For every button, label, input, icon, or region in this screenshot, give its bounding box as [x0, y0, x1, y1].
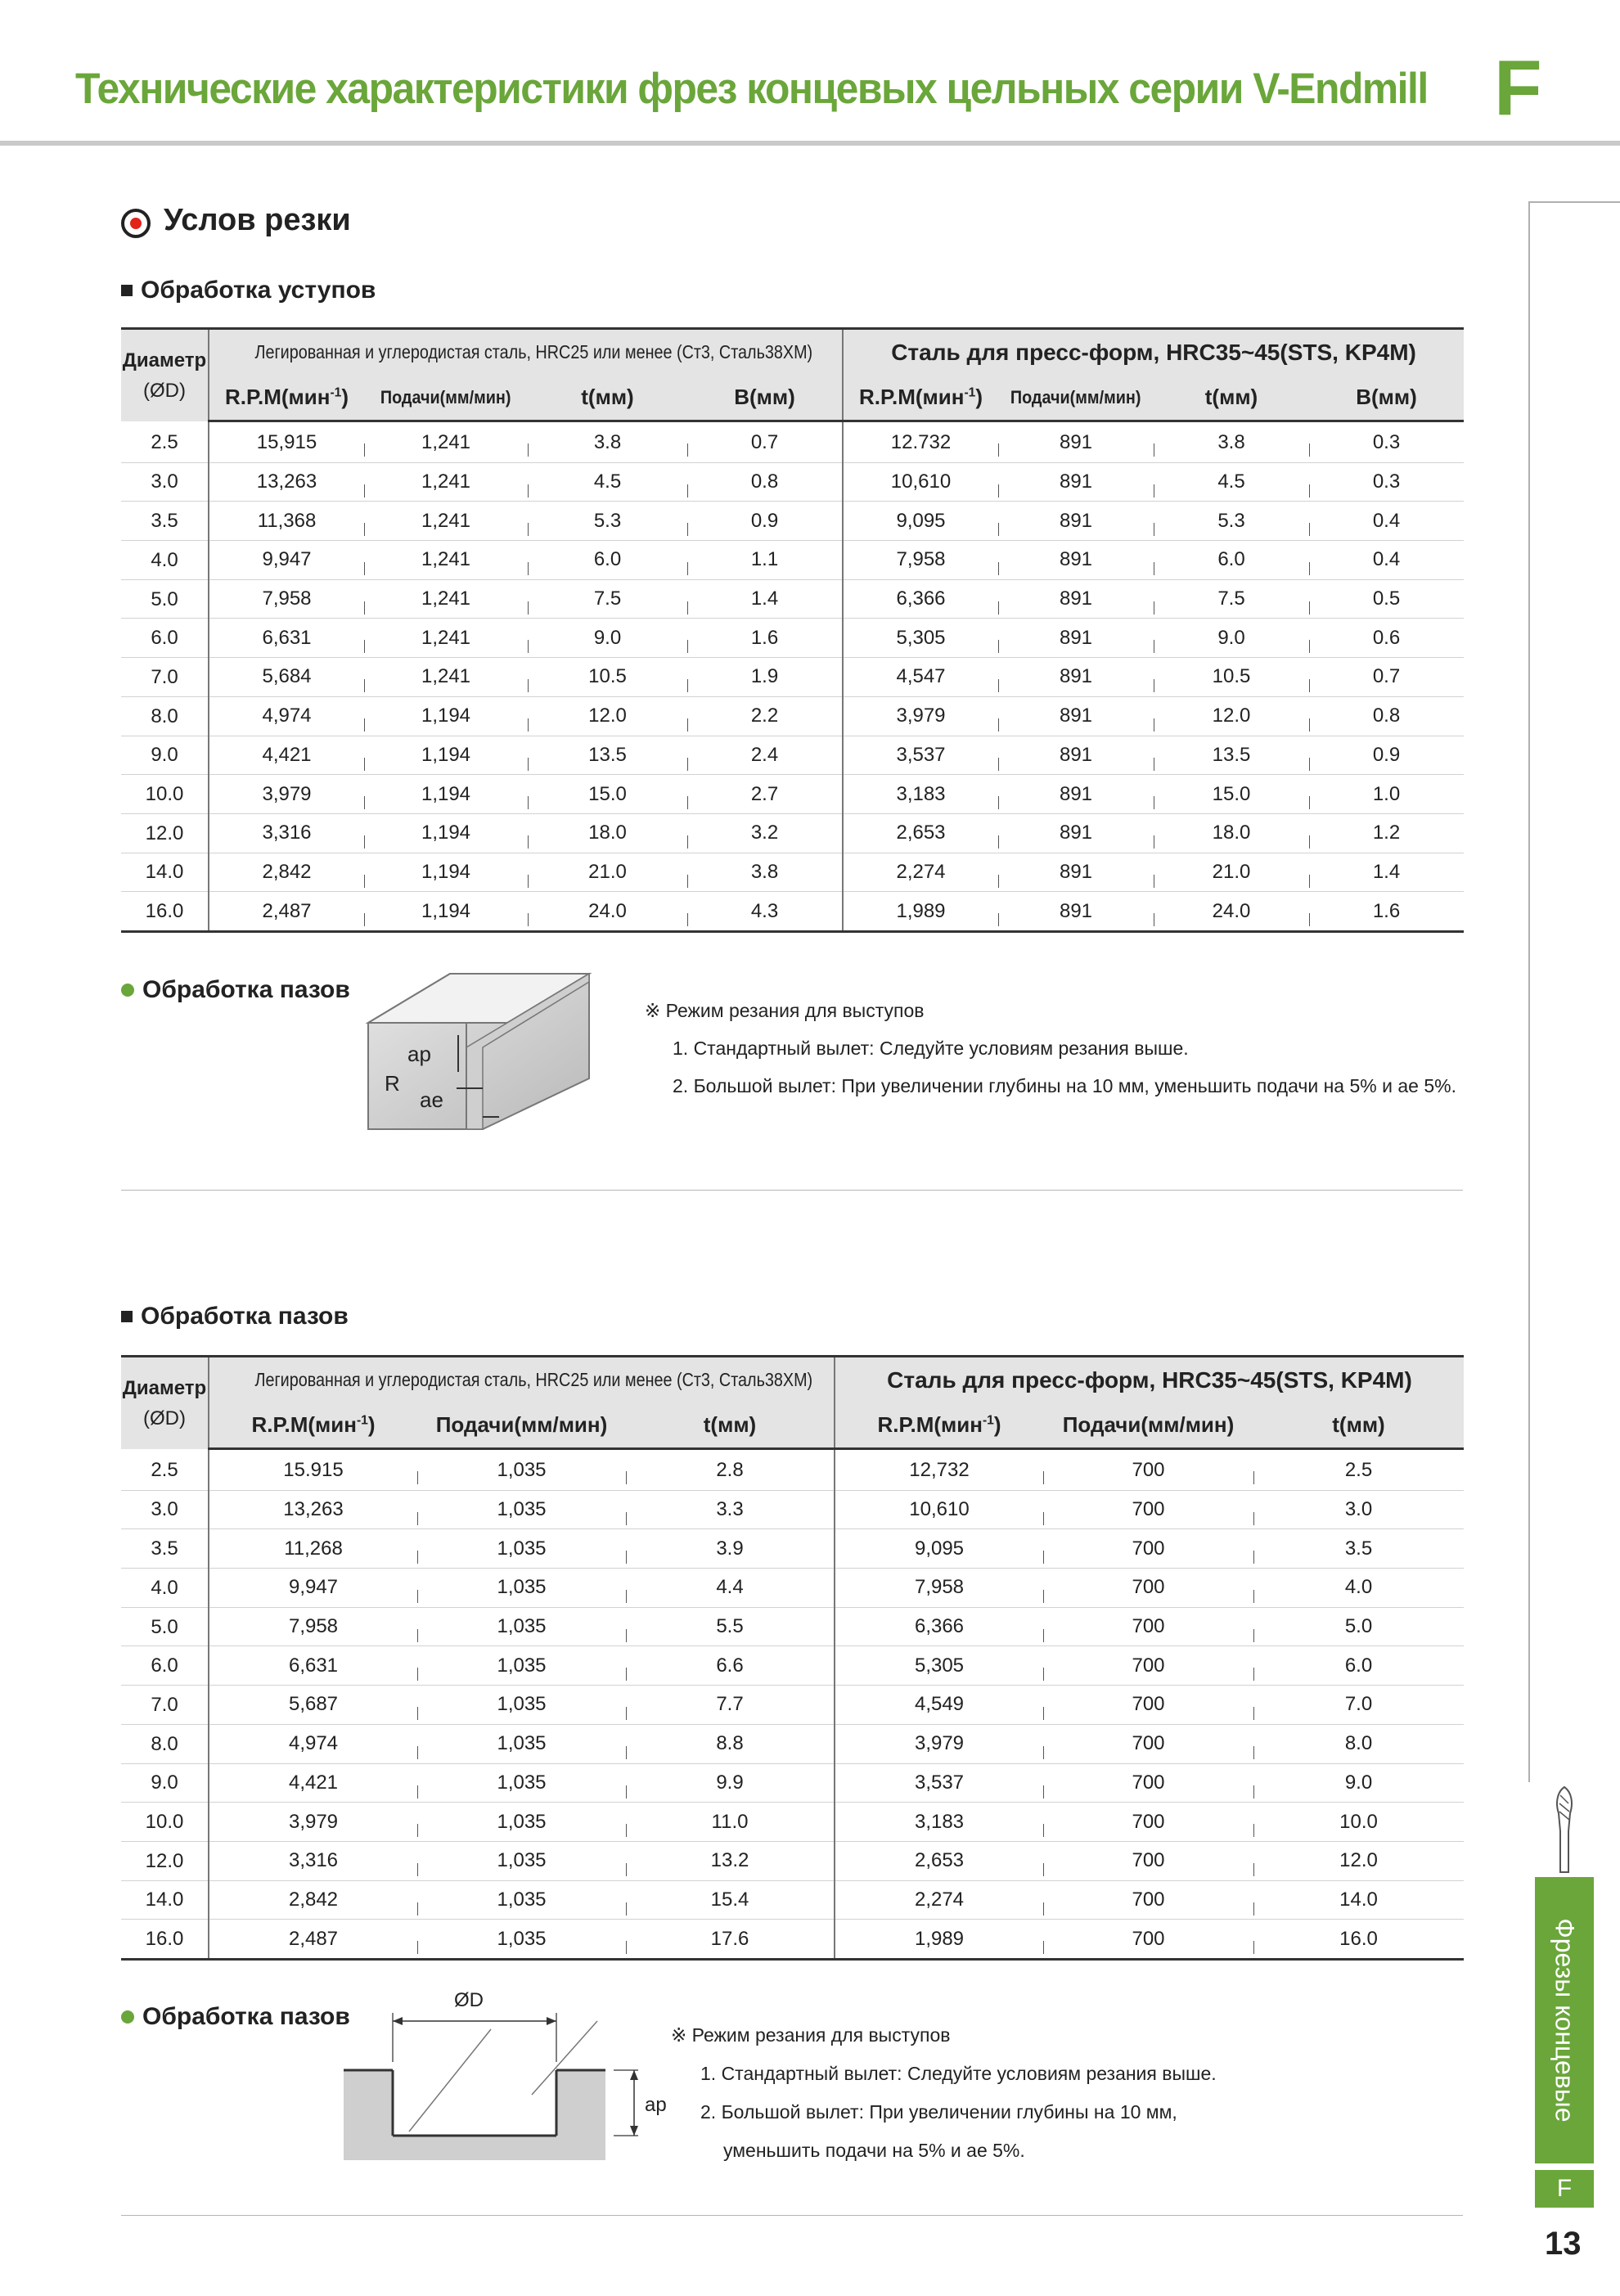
diameter-cell: 3.0	[121, 1490, 209, 1529]
table-cell: 891	[998, 462, 1154, 502]
table-cell: 21.0	[1154, 853, 1309, 892]
table-cell: 6,366	[835, 1607, 1043, 1646]
table-cell: 4,421	[209, 1763, 417, 1803]
table-cell: 8.0	[1253, 1724, 1464, 1763]
table-cell: 0.9	[1309, 736, 1464, 775]
table-cell: 0.7	[1309, 658, 1464, 697]
table-row	[121, 1724, 1464, 1763]
square-bullet-icon	[121, 1311, 133, 1322]
table-cell: 0.4	[1309, 541, 1464, 580]
table-cell: 13,263	[209, 462, 364, 502]
table-cell: 700	[1043, 1646, 1253, 1686]
table-cell: 0.7	[687, 421, 843, 463]
diameter-cell: 9.0	[121, 1763, 209, 1803]
diameter-header: Диаметр (ØD)	[121, 1357, 209, 1449]
table-cell: 700	[1043, 1529, 1253, 1569]
block2-note-head: ※ Режим резания для выступов	[671, 2024, 951, 2046]
table-cell: 3,183	[835, 1803, 1043, 1842]
ae-label: ae	[420, 1087, 443, 1112]
footer-divider	[121, 2215, 1463, 2216]
table-row	[121, 813, 1464, 853]
section-letter: F	[1494, 44, 1542, 132]
table-cell: 1,194	[364, 853, 528, 892]
table-cell: 1.1	[687, 541, 843, 580]
table-cell: 891	[998, 502, 1154, 541]
table-cell: 4.5	[528, 462, 687, 502]
block2-note-3: уменьшить подачи на 5% и ae 5%.	[723, 2140, 1025, 2161]
table-cell: 1,035	[417, 1763, 626, 1803]
table-cell: 3,979	[835, 1724, 1043, 1763]
steel-group-header: Легированная и углеродистая сталь, HRC25 или менее (Ст3, Сталь38ХМ)	[209, 1357, 835, 1403]
table-cell: 1,989	[843, 892, 998, 932]
table-cell: 2,653	[843, 813, 998, 853]
table-cell: 1,241	[364, 658, 528, 697]
table-cell: 13.5	[528, 736, 687, 775]
table-row	[121, 462, 1464, 502]
table-row	[121, 736, 1464, 775]
table1-subtitle	[121, 277, 376, 304]
table-cell: 0.3	[1309, 462, 1464, 502]
table-cell: 2.8	[626, 1449, 835, 1491]
diameter-cell: 16.0	[121, 892, 209, 932]
table-row	[121, 619, 1464, 658]
table-cell: 6.0	[1154, 541, 1309, 580]
table-cell: 700	[1043, 1724, 1253, 1763]
table-cell: 891	[998, 775, 1154, 814]
diameter-cell: 3.5	[121, 1529, 209, 1569]
table-cell: 700	[1043, 1763, 1253, 1803]
table-cell: 12.0	[1253, 1841, 1464, 1880]
table-cell: 3,537	[835, 1763, 1043, 1803]
table-cell: 1,241	[364, 579, 528, 619]
table-cell: 1,194	[364, 775, 528, 814]
table-cell: 3.3	[626, 1490, 835, 1529]
table-cell: 10.5	[528, 658, 687, 697]
diameter-cell: 10.0	[121, 775, 209, 814]
table-cell: 700	[1043, 1490, 1253, 1529]
table-cell: 3.2	[687, 813, 843, 853]
table-cell: 2,274	[835, 1880, 1043, 1920]
table-row	[121, 1569, 1464, 1608]
table-cell: 1,241	[364, 541, 528, 580]
diameter-cell: 10.0	[121, 1803, 209, 1842]
diameter-header: Диаметр (ØD)	[121, 329, 209, 421]
table-cell: 10.5	[1154, 658, 1309, 697]
table-cell: 9.0	[528, 619, 687, 658]
table-cell: 891	[998, 892, 1154, 932]
table-cell: 2.7	[687, 775, 843, 814]
table-row	[121, 658, 1464, 697]
table-cell: 4,421	[209, 736, 364, 775]
feed-header: Подачи(мм/мин)	[998, 375, 1154, 421]
mold-steel-group-header: Сталь для пресс-форм, HRC35~45(STS, KP4M)	[843, 329, 1464, 376]
b-header: B(мм)	[687, 375, 843, 421]
table-cell: 8.8	[626, 1724, 835, 1763]
section-title: Услов резки	[164, 203, 351, 237]
table-cell: 1,035	[417, 1686, 626, 1725]
table-row	[121, 1763, 1464, 1803]
table-cell: 1,989	[835, 1920, 1043, 1960]
table-cell: 2,653	[835, 1841, 1043, 1880]
table-cell: 5,684	[209, 658, 364, 697]
block1-note-1: 1. Стандартный вылет: Следуйте условиям резания выше.	[673, 1038, 1189, 1059]
table-cell: 2,487	[209, 892, 364, 932]
table-cell: 1,035	[417, 1841, 626, 1880]
title-divider	[0, 141, 1620, 146]
table-cell: 2.5	[1253, 1449, 1464, 1491]
table-cell: 3,537	[843, 736, 998, 775]
table-cell: 891	[998, 813, 1154, 853]
table-row	[121, 1607, 1464, 1646]
t-header: t(мм)	[1253, 1402, 1464, 1449]
table-cell: 1,035	[417, 1803, 626, 1842]
table-cell: 1.6	[687, 619, 843, 658]
ap-label: ap	[407, 1042, 431, 1066]
table-cell: 1,035	[417, 1449, 626, 1491]
rpm-header: R.P.M(мин$^{-1}$)	[209, 1402, 417, 1449]
table-cell: 4.4	[626, 1569, 835, 1608]
table1-subtitle-text: Обработка уступов	[141, 277, 376, 304]
table-cell: 11.0	[626, 1803, 835, 1842]
table-cell: 0.8	[687, 462, 843, 502]
table-row	[121, 421, 1464, 463]
table-cell: 3.8	[528, 421, 687, 463]
table-cell: 4,547	[843, 658, 998, 697]
table-row	[121, 1880, 1464, 1920]
table-cell: 5.3	[528, 502, 687, 541]
rpm-header: R.P.M(мин$^{-1}$)	[843, 375, 998, 421]
table-cell: 10.0	[1253, 1803, 1464, 1842]
table-cell: 5,687	[209, 1686, 417, 1725]
table-cell: 12.732	[843, 421, 998, 463]
green-dot-icon	[121, 2010, 134, 2024]
table-cell: 1,194	[364, 892, 528, 932]
table-cell: 11,368	[209, 502, 364, 541]
table-cell: 2,487	[209, 1920, 417, 1960]
table-cell: 1,194	[364, 736, 528, 775]
table-cell: 4,974	[209, 696, 364, 736]
table-cell: 7,958	[835, 1569, 1043, 1608]
block2-title: Обработка пазов	[121, 2003, 350, 2031]
diameter-cell: 12.0	[121, 813, 209, 853]
table-cell: 21.0	[528, 853, 687, 892]
diameter-cell: 12.0	[121, 1841, 209, 1880]
table-cell: 16.0	[1253, 1920, 1464, 1960]
endmill-icon	[1550, 1784, 1578, 1874]
table-row	[121, 541, 1464, 580]
diameter-cell: 5.0	[121, 579, 209, 619]
ap-label: ap	[645, 2094, 667, 2116]
table-cell: 1,035	[417, 1724, 626, 1763]
table-cell: 4,549	[835, 1686, 1043, 1725]
table-cell: 2,842	[209, 853, 364, 892]
table-cell: 9,947	[209, 541, 364, 580]
rpm-header: R.P.M(мин$^{-1}$)	[209, 375, 364, 421]
table-cell: 9.0	[1253, 1763, 1464, 1803]
table-cell: 1,241	[364, 502, 528, 541]
table-cell: 1.4	[687, 579, 843, 619]
table-cell: 6,631	[209, 619, 364, 658]
table-cell: 700	[1043, 1920, 1253, 1960]
b-header: B(мм)	[1309, 375, 1464, 421]
table-cell: 15.4	[626, 1880, 835, 1920]
table-cell: 24.0	[528, 892, 687, 932]
table-cell: 9.0	[1154, 619, 1309, 658]
page-title: Технические характеристики фрез концевых цельных серии V-Endmill	[75, 65, 1428, 113]
diameter-cell: 9.0	[121, 736, 209, 775]
table-cell: 6,366	[843, 579, 998, 619]
table-cell: 1,035	[417, 1569, 626, 1608]
table-cell: 4.3	[687, 892, 843, 932]
table-cell: 6.0	[528, 541, 687, 580]
feed-header: Подачи(мм/мин)	[364, 375, 528, 421]
table-row	[121, 853, 1464, 892]
table-cell: 3.8	[687, 853, 843, 892]
table-cell: 1.4	[1309, 853, 1464, 892]
table-row	[121, 579, 1464, 619]
table-cell: 15.0	[1154, 775, 1309, 814]
table-cell: 891	[998, 541, 1154, 580]
table-cell: 700	[1043, 1803, 1253, 1842]
table-cell: 1,035	[417, 1880, 626, 1920]
slot-cutting-table	[121, 1355, 1464, 1961]
table-cell: 891	[998, 696, 1154, 736]
table-cell: 1,035	[417, 1607, 626, 1646]
table-cell: 17.6	[626, 1920, 835, 1960]
diameter-cell: 5.0	[121, 1607, 209, 1646]
steel-group-header: Легированная и углеродистая сталь, HRC25 или менее (Ст3, Сталь38ХМ)	[209, 329, 843, 376]
table-row	[121, 1920, 1464, 1960]
table-cell: 891	[998, 736, 1154, 775]
table-cell: 9,095	[843, 502, 998, 541]
table-cell: 1,241	[364, 462, 528, 502]
table-cell: 700	[1043, 1449, 1253, 1491]
diameter-cell: 7.0	[121, 1686, 209, 1725]
diameter-cell: 14.0	[121, 853, 209, 892]
table-cell: 1,035	[417, 1490, 626, 1529]
category-tab-letter: F	[1535, 2170, 1594, 2208]
diameter-cell: 4.0	[121, 541, 209, 580]
block1-title: Обработка пазов	[121, 976, 350, 1004]
mold-steel-group-header: Сталь для пресс-форм, HRC35~45(STS, KP4M)	[835, 1357, 1464, 1403]
diameter-cell: 6.0	[121, 619, 209, 658]
block2-note-1: 1. Стандартный вылет: Следуйте условиям резания выше.	[700, 2063, 1217, 2084]
table-cell: 5.3	[1154, 502, 1309, 541]
table-cell: 3.0	[1253, 1490, 1464, 1529]
table-cell: 891	[998, 579, 1154, 619]
diameter-cell: 3.0	[121, 462, 209, 502]
table-row	[121, 892, 1464, 932]
table-row	[121, 1449, 1464, 1491]
table-cell: 0.4	[1309, 502, 1464, 541]
table-cell: 13.2	[626, 1841, 835, 1880]
t-header: t(мм)	[528, 375, 687, 421]
table-cell: 3,316	[209, 813, 364, 853]
table-cell: 0.9	[687, 502, 843, 541]
slot-milling-diagram	[335, 1980, 687, 2177]
diameter-cell: 16.0	[121, 1920, 209, 1960]
feed-header: Подачи(мм/мин)	[1043, 1402, 1253, 1449]
table-cell: 3,979	[843, 696, 998, 736]
table-cell: 6.6	[626, 1646, 835, 1686]
table-cell: 15.915	[209, 1449, 417, 1491]
table-row	[121, 696, 1464, 736]
diameter-cell: 8.0	[121, 696, 209, 736]
t-header: t(мм)	[626, 1402, 835, 1449]
diameter-cell: 6.0	[121, 1646, 209, 1686]
table-cell: 1.9	[687, 658, 843, 697]
table-cell: 12.0	[528, 696, 687, 736]
table-cell: 2,274	[843, 853, 998, 892]
table-cell: 5,305	[843, 619, 998, 658]
diameter-cell: 2.5	[121, 421, 209, 463]
table-cell: 3.8	[1154, 421, 1309, 463]
green-dot-icon	[121, 984, 134, 997]
table-cell: 7.5	[1154, 579, 1309, 619]
table-cell: 3,316	[209, 1841, 417, 1880]
table-cell: 10,610	[843, 462, 998, 502]
table-cell: 0.3	[1309, 421, 1464, 463]
table-cell: 700	[1043, 1569, 1253, 1608]
table-cell: 5.5	[626, 1607, 835, 1646]
table-cell: 9,095	[835, 1529, 1043, 1569]
table-cell: 3,979	[209, 775, 364, 814]
table-cell: 891	[998, 658, 1154, 697]
table-cell: 0.5	[1309, 579, 1464, 619]
block1-note-head: ※ Режим резания для выступов	[645, 1000, 925, 1021]
table-cell: 3.9	[626, 1529, 835, 1569]
table-cell: 1,035	[417, 1920, 626, 1960]
table-cell: 3.5	[1253, 1529, 1464, 1569]
table-row	[121, 502, 1464, 541]
table-cell: 18.0	[1154, 813, 1309, 853]
table-row	[121, 1490, 1464, 1529]
table2-subtitle: Обработка пазов	[121, 1303, 349, 1330]
table-cell: 0.8	[1309, 696, 1464, 736]
target-icon	[121, 209, 151, 238]
rail-top-border	[1528, 201, 1620, 203]
diameter-cell: 8.0	[121, 1724, 209, 1763]
table-cell: 7,958	[209, 1607, 417, 1646]
block2-note-2: 2. Большой вылет: При увеличении глубины на 10 мм,	[700, 2101, 1177, 2123]
table-cell: 7.7	[626, 1686, 835, 1725]
table-cell: 5.0	[1253, 1607, 1464, 1646]
table-cell: 700	[1043, 1607, 1253, 1646]
table-row	[121, 1686, 1464, 1725]
table-row	[121, 1529, 1464, 1569]
table-cell: 5,305	[835, 1646, 1043, 1686]
feed-header: Подачи(мм/мин)	[417, 1402, 626, 1449]
rpm-header: R.P.M(мин$^{-1}$)	[835, 1402, 1043, 1449]
table-cell: 18.0	[528, 813, 687, 853]
diameter-cell: 3.5	[121, 502, 209, 541]
table-cell: 15,915	[209, 421, 364, 463]
table-cell: 891	[998, 619, 1154, 658]
table-cell: 6,631	[209, 1646, 417, 1686]
r-label: R	[385, 1071, 400, 1096]
diameter-cell: 7.0	[121, 658, 209, 697]
table-cell: 14.0	[1253, 1880, 1464, 1920]
table-cell: 2.2	[687, 696, 843, 736]
table-cell: 7,958	[843, 541, 998, 580]
category-tab-label: Фрезы концевые	[1550, 1918, 1580, 2123]
table-cell: 1.6	[1309, 892, 1464, 932]
table-cell: 13.5	[1154, 736, 1309, 775]
table-cell: 3,183	[843, 775, 998, 814]
table-cell: 7.0	[1253, 1686, 1464, 1725]
table-cell: 9.9	[626, 1763, 835, 1803]
shoulder-cutting-table	[121, 327, 1464, 933]
table-cell: 1,194	[364, 813, 528, 853]
square-bullet-icon	[121, 285, 133, 296]
table-cell: 1,241	[364, 619, 528, 658]
t-header: t(мм)	[1154, 375, 1309, 421]
table-cell: 891	[998, 853, 1154, 892]
table-cell: 24.0	[1154, 892, 1309, 932]
table-cell: 700	[1043, 1686, 1253, 1725]
diameter-cell: 14.0	[121, 1880, 209, 1920]
table-cell: 1,194	[364, 696, 528, 736]
table-row	[121, 1646, 1464, 1686]
table-cell: 0.6	[1309, 619, 1464, 658]
table-cell: 2,842	[209, 1880, 417, 1920]
section-divider	[121, 1190, 1463, 1191]
table-cell: 15.0	[528, 775, 687, 814]
table-row	[121, 775, 1464, 814]
table-cell: 891	[998, 421, 1154, 463]
table-cell: 3,979	[209, 1803, 417, 1842]
diameter-cell: 4.0	[121, 1569, 209, 1608]
table-cell: 12,732	[835, 1449, 1043, 1491]
table-cell: 9,947	[209, 1569, 417, 1608]
table-cell: 1,035	[417, 1529, 626, 1569]
table-cell: 13,263	[209, 1490, 417, 1529]
block1-note-2: 2. Большой вылет: При увеличении глубины на 10 мм, уменьшить подачи на 5% и ae 5%.	[673, 1075, 1456, 1096]
table-cell: 1,035	[417, 1646, 626, 1686]
diameter-cell: 2.5	[121, 1449, 209, 1491]
table-cell: 700	[1043, 1841, 1253, 1880]
table-cell: 2.4	[687, 736, 843, 775]
table-row	[121, 1841, 1464, 1880]
table-cell: 10,610	[835, 1490, 1043, 1529]
page-number: 13	[1545, 2226, 1582, 2262]
table-cell: 7,958	[209, 579, 364, 619]
table-cell: 1.0	[1309, 775, 1464, 814]
table-cell: 4,974	[209, 1724, 417, 1763]
table-cell: 700	[1043, 1880, 1253, 1920]
table-cell: 11,268	[209, 1529, 417, 1569]
rail-border	[1528, 203, 1530, 1782]
table-cell: 4.0	[1253, 1569, 1464, 1608]
table-cell: 1,241	[364, 421, 528, 463]
table-row	[121, 1803, 1464, 1842]
od-label: ØD	[454, 1989, 484, 2011]
table-cell: 1.2	[1309, 813, 1464, 853]
table-cell: 12.0	[1154, 696, 1309, 736]
table-cell: 4.5	[1154, 462, 1309, 502]
table-cell: 7.5	[528, 579, 687, 619]
shoulder-milling-diagram	[360, 957, 597, 1154]
table-cell: 6.0	[1253, 1646, 1464, 1686]
